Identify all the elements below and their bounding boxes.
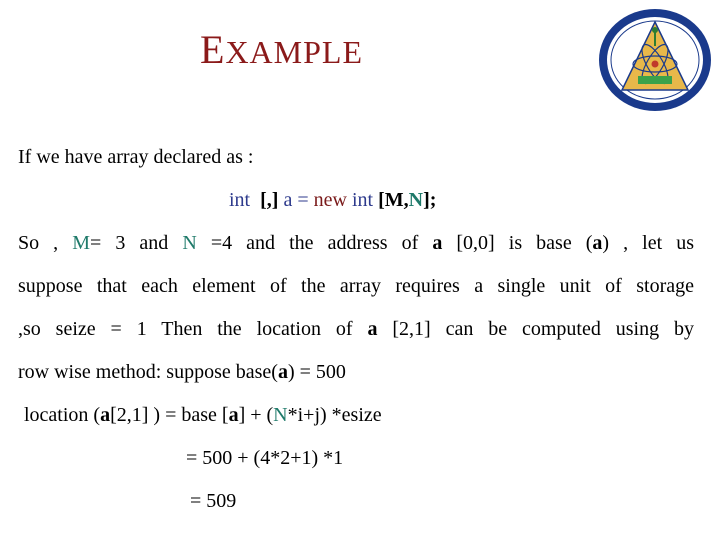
keyword-new: new xyxy=(313,189,347,211)
p1-a: a xyxy=(432,232,443,254)
p4-a: a xyxy=(277,361,288,383)
p3-post: [2,1] can be computed using by xyxy=(377,318,694,340)
array-declaration xyxy=(229,189,436,212)
p1-m: M xyxy=(72,232,91,254)
formula-result: = 509 xyxy=(190,490,237,512)
p5-a: a xyxy=(100,404,111,426)
p5-post: *i+j) *esize xyxy=(287,404,382,426)
decl-brackets: [,] xyxy=(260,189,279,211)
p1-eq3: = 3 and xyxy=(90,232,183,254)
p3-pre: ,so seize = 1 Then the location of xyxy=(18,318,368,340)
p4-post: ) = 500 xyxy=(287,361,346,383)
p1-a2: a xyxy=(592,232,603,254)
title-first-letter: E xyxy=(200,27,226,72)
paragraph-line-1 xyxy=(18,232,694,255)
slide-title xyxy=(200,26,363,73)
decl-n: N xyxy=(408,189,424,211)
decl-a: a = xyxy=(283,189,309,211)
p1-end: ) , let us xyxy=(602,232,695,254)
paragraph-line-3 xyxy=(18,318,694,341)
paragraph-line-2: suppose that each element of the array requires a single unit of storage xyxy=(18,275,694,297)
p5-a2: a xyxy=(228,404,239,426)
formula-step: = 500 + (4*2+1) *1 xyxy=(186,447,344,469)
p5-pre: location ( xyxy=(24,404,101,426)
p5-mid2: ] + ( xyxy=(238,404,274,426)
p1-rest: =4 and the address of xyxy=(196,232,433,254)
university-seal-icon xyxy=(596,6,714,114)
keyword-int: int xyxy=(229,189,251,211)
decl-close: ]; xyxy=(423,189,437,211)
p5-n: N xyxy=(273,404,288,426)
decl-open: [M, xyxy=(378,189,409,211)
paragraph-line-4 xyxy=(18,361,346,384)
p5-mid: [2,1] ) = base [ xyxy=(110,404,229,426)
p1-so: So , xyxy=(18,232,73,254)
p4-pre: row wise method: suppose base( xyxy=(18,361,278,383)
intro-text: If we have array declared as : xyxy=(18,146,254,168)
p1-n: N xyxy=(182,232,197,254)
title-rest: XAMPLE xyxy=(225,34,363,70)
keyword-int-2: int xyxy=(351,189,374,211)
p3-a: a xyxy=(367,318,378,340)
location-formula xyxy=(24,404,382,427)
p1-idx: [0,0] is base ( xyxy=(442,232,593,254)
